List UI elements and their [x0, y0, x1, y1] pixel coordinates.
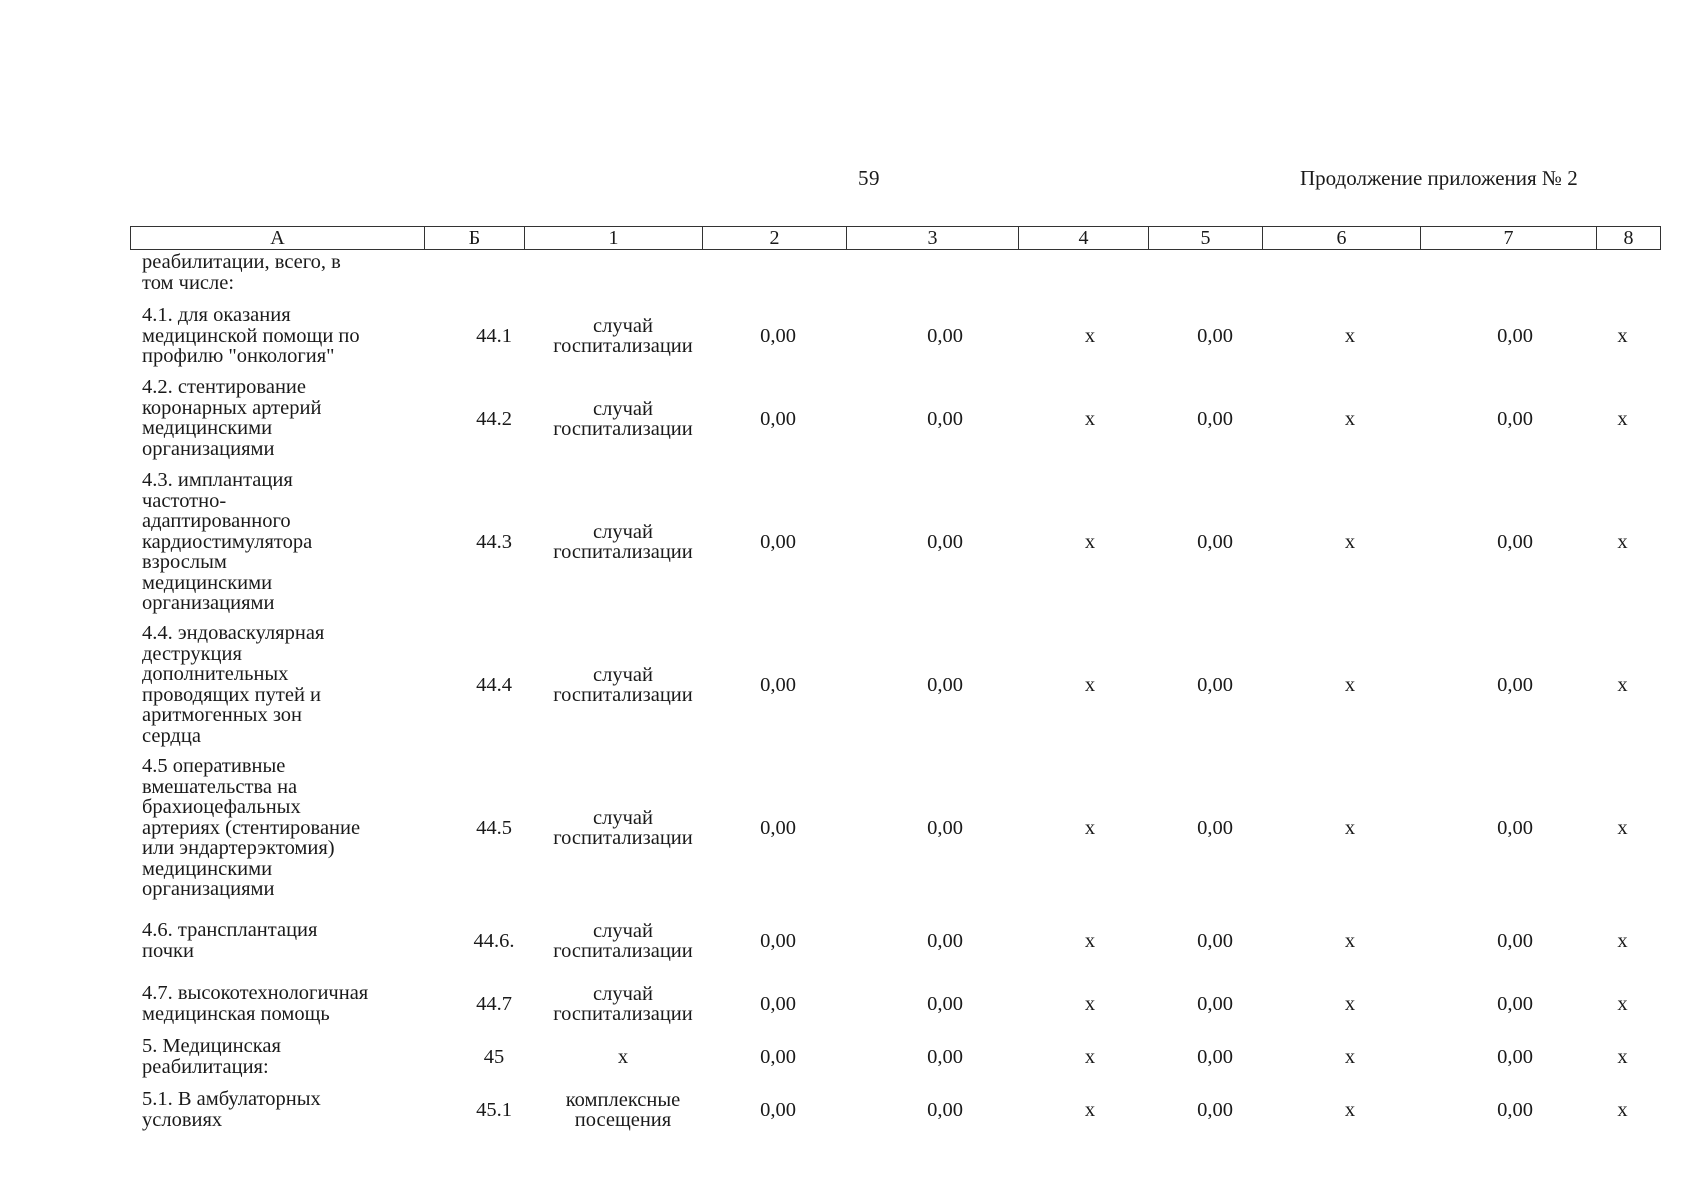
row-c5-cell: 0,00 [1197, 992, 1233, 1015]
row-c4-cell: х [1084, 673, 1096, 696]
continuation-row [0, 252, 1701, 296]
table-row [0, 470, 1701, 614]
row-c4-cell: х [1084, 816, 1096, 839]
column-header-4: 4 [1019, 227, 1149, 250]
row-c8-cell: х [1617, 816, 1628, 839]
row-c4-cell: х [1084, 324, 1096, 347]
row-c6-cell: х [1344, 530, 1356, 553]
row-c7-cell: 0,00 [1497, 407, 1533, 430]
row-c5-cell: 0,00 [1197, 407, 1233, 430]
table-row [0, 377, 1701, 461]
row-name-cell: 4.1. для оказания медицинской помощи по профилю "онкология" [142, 304, 360, 367]
row-c7-cell: 0,00 [1497, 816, 1533, 839]
row-c4-cell: х [1084, 1098, 1096, 1121]
column-header-b: Б [425, 227, 525, 250]
page-number: 59 [858, 166, 880, 190]
row-name-cell: 4.2. стентирование коронарных артерий медицинскими организациями [142, 376, 322, 460]
row-c3-cell: 0,00 [927, 1098, 963, 1121]
row-c8-cell: х [1617, 324, 1628, 347]
row-code-cell: 45.1 [476, 1098, 512, 1121]
row-name-cell: 5.1. В амбулаторных условиях [142, 1088, 321, 1131]
row-c7-cell: 0,00 [1497, 1098, 1533, 1121]
continuation-text: реабилитации, всего, в том числе: [142, 251, 341, 294]
row-c3-cell: 0,00 [927, 1045, 963, 1068]
row-c2-cell: 0,00 [760, 929, 796, 952]
row-c7-cell: 0,00 [1497, 673, 1533, 696]
row-c5-cell: 0,00 [1197, 673, 1233, 696]
row-c5-cell: 0,00 [1197, 1045, 1233, 1068]
row-c5-cell: 0,00 [1197, 929, 1233, 952]
row-c2-cell: 0,00 [760, 530, 796, 553]
row-c5-cell: 0,00 [1197, 816, 1233, 839]
row-unit-cell: случай госпитализации [553, 919, 693, 962]
row-name-cell: 4.6. трансплантация почки [142, 919, 318, 962]
row-c4-cell: х [1084, 530, 1096, 553]
row-c7-cell: 0,00 [1497, 530, 1533, 553]
table-row [0, 983, 1701, 1025]
row-c3-cell: 0,00 [927, 324, 963, 347]
row-unit-cell: случай госпитализации [553, 982, 693, 1025]
row-c7-cell: 0,00 [1497, 992, 1533, 1015]
row-code-cell: 44.1 [476, 324, 512, 347]
column-header-1: 1 [525, 227, 703, 250]
row-c2-cell: 0,00 [760, 324, 796, 347]
row-c7-cell: 0,00 [1497, 324, 1533, 347]
row-c8-cell: х [1617, 1045, 1628, 1068]
row-name-cell: 4.3. имплантация частотно- адаптированного кардиостимулятора взрослым медицинскими организациями [142, 469, 313, 614]
row-c6-cell: х [1344, 1098, 1356, 1121]
row-c8-cell: х [1617, 530, 1628, 553]
row-c8-cell: х [1617, 407, 1628, 430]
row-c6-cell: х [1344, 1045, 1356, 1068]
row-code-cell: 44.7 [476, 992, 512, 1015]
row-code-cell: 44.3 [476, 530, 512, 553]
row-c6-cell: х [1344, 816, 1356, 839]
table-row [0, 623, 1701, 747]
row-c7-cell: 0,00 [1497, 1045, 1533, 1068]
row-unit-cell: случай госпитализации [553, 314, 693, 357]
column-header-5: 5 [1149, 227, 1263, 250]
column-header-6: 6 [1263, 227, 1421, 250]
row-c3-cell: 0,00 [927, 530, 963, 553]
row-c6-cell: х [1344, 324, 1356, 347]
row-c6-cell: х [1344, 673, 1356, 696]
row-c3-cell: 0,00 [927, 407, 963, 430]
row-c4-cell: х [1084, 407, 1096, 430]
column-header-8: 8 [1597, 227, 1661, 250]
row-c3-cell: 0,00 [927, 816, 963, 839]
row-c4-cell: х [1084, 1045, 1096, 1068]
row-c6-cell: х [1344, 929, 1356, 952]
row-c8-cell: х [1617, 673, 1628, 696]
table-row [0, 1089, 1701, 1131]
row-c2-cell: 0,00 [760, 407, 796, 430]
row-c8-cell: х [1617, 1098, 1628, 1121]
row-code-cell: 44.5 [476, 816, 512, 839]
table-row [0, 1036, 1701, 1078]
column-header-3: 3 [847, 227, 1019, 250]
row-unit-cell: случай госпитализации [553, 806, 693, 849]
row-c5-cell: 0,00 [1197, 1098, 1233, 1121]
row-c2-cell: 0,00 [760, 992, 796, 1015]
row-c2-cell: 0,00 [760, 1045, 796, 1068]
row-c2-cell: 0,00 [760, 1098, 796, 1121]
row-c8-cell: х [1617, 992, 1628, 1015]
row-c3-cell: 0,00 [927, 929, 963, 952]
table-row [0, 920, 1701, 962]
row-c8-cell: х [1617, 929, 1628, 952]
table-row [0, 756, 1701, 900]
column-header-7: 7 [1421, 227, 1597, 250]
row-name-cell: 5. Медицинская реабилитация: [142, 1035, 281, 1078]
row-unit-cell: х [617, 1045, 629, 1068]
row-c4-cell: х [1084, 992, 1096, 1015]
row-name-cell: 4.7. высокотехнологичная медицинская помощь [142, 982, 369, 1025]
row-c2-cell: 0,00 [760, 673, 796, 696]
row-unit-cell: случай госпитализации [553, 520, 693, 563]
row-c5-cell: 0,00 [1197, 324, 1233, 347]
row-c5-cell: 0,00 [1197, 530, 1233, 553]
row-unit-cell: случай госпитализации [553, 397, 693, 440]
row-c3-cell: 0,00 [927, 673, 963, 696]
row-c6-cell: х [1344, 407, 1356, 430]
row-c4-cell: х [1084, 929, 1096, 952]
row-unit-cell: случай госпитализации [553, 663, 693, 706]
row-name-cell: 4.4. эндоваскулярная деструкция дополнительных проводящих путей и аритмогенных зон сердца [142, 622, 325, 747]
row-unit-cell: комплексные посещения [565, 1088, 681, 1131]
row-c6-cell: х [1344, 992, 1356, 1015]
appendix-title: Продолжение приложения № 2 [1300, 166, 1578, 190]
table-row [0, 305, 1701, 367]
row-c7-cell: 0,00 [1497, 929, 1533, 952]
column-header-2: 2 [703, 227, 847, 250]
row-code-cell: 44.4 [476, 673, 512, 696]
row-code-cell: 45 [483, 1045, 505, 1068]
row-c3-cell: 0,00 [927, 992, 963, 1015]
row-code-cell: 44.2 [476, 407, 512, 430]
row-name-cell: 4.5 оперативные вмешательства на брахиоцефальных артериях (стентирование или эндартерэктомия) медицинскими организациями [142, 755, 361, 900]
row-code-cell: 44.6. [473, 929, 515, 952]
row-c2-cell: 0,00 [760, 816, 796, 839]
column-header-a: А [131, 227, 425, 250]
column-header-row [130, 226, 1661, 250]
